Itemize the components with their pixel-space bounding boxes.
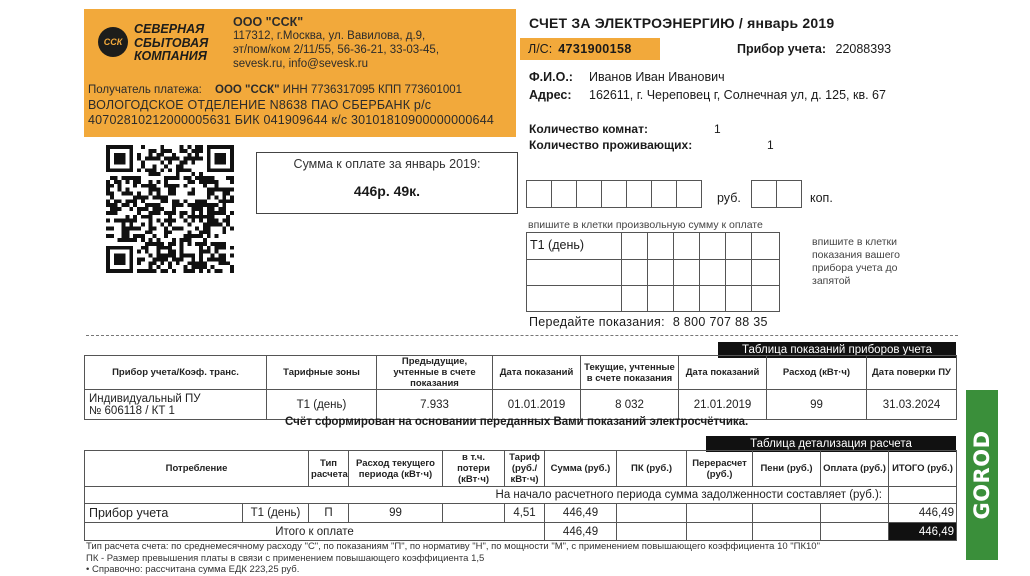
usage-cell: 99 [767, 390, 867, 420]
payee-name: ООО "ССК" [215, 84, 280, 96]
meter-info [737, 42, 891, 56]
tariff-cell: 4,51 [505, 504, 545, 523]
site-watermark [966, 390, 1026, 560]
calc-type-cell: П [309, 504, 349, 523]
rooms-value: 1 [714, 122, 721, 136]
col-header: Тариф (руб./ кВт·ч) [505, 451, 545, 487]
recalc-cell [687, 504, 753, 523]
customer-address: 162611, г. Череповец г, Солнечная ул, д. 125, кв. 67 [589, 88, 886, 102]
org-address-line: эт/пом/ком 2/11/55, 56-36-21, 33-03-45, [233, 44, 440, 56]
org-address-line: 117312, г.Москва, ул. Вавилова, д.9, [233, 30, 426, 42]
org-contact-line: sevesk.ru, info@sevesk.ru [233, 58, 369, 70]
footer-line: ПК - Размер превышения платы в связи с применением повышающего коэффициента 1,5 [86, 552, 485, 564]
account-line: 40702810212000005631 БИК 041909644 к/с 30101810900000000644 [88, 113, 494, 127]
payment-qr-code [106, 145, 234, 273]
customer-name: Иванов Иван Иванович [589, 70, 725, 84]
meter-reading-entry-grid[interactable] [526, 232, 780, 312]
curr-reading-cell: 8 032 [581, 390, 679, 420]
footer-notes [86, 541, 820, 576]
col-header: Расход (кВт·ч) [767, 356, 867, 390]
col-header: Перерасчет (руб.) [687, 451, 753, 487]
household-values [714, 121, 774, 153]
address-label: Адрес: [529, 88, 572, 102]
zone-cell: Т1 (день) [267, 390, 377, 420]
footer-line: • Справочно: рассчитана сумма ЕДК 223,25 руб. [86, 564, 300, 575]
watermark-text: GOROD VO.RU [970, 430, 1026, 520]
submit-readings-label: Передайте показания: [529, 315, 665, 329]
consumption-name-cell: Прибор учета [85, 504, 243, 523]
payee-inn: ИНН 7736317095 КПП 773601001 [279, 84, 463, 96]
amount-due-label: Сумма к оплате за январь 2019: [293, 157, 481, 171]
col-header: в т.ч. потери (кВт·ч) [443, 451, 505, 487]
debt-value-cell [889, 487, 957, 504]
readings-table [84, 355, 957, 420]
col-header: Расход текущего периода (кВт·ч) [349, 451, 443, 487]
rooms-label: Количество комнат: [529, 122, 648, 136]
losses-cell [443, 504, 505, 523]
col-header: ПК (руб.) [617, 451, 687, 487]
row-total-cell: 446,49 [889, 504, 957, 523]
total-row [85, 523, 957, 541]
cut-line [86, 335, 958, 336]
bank-line: ВОЛОГОДСКОЕ ОТДЕЛЕНИЕ N8638 ПАО СБЕРБАНК р/с [88, 98, 432, 112]
organization-details [233, 15, 439, 71]
curr-date-cell: 21.01.2019 [679, 390, 767, 420]
col-header: Прибор учета/Коэф. транс. [85, 356, 267, 390]
total-sum-cell: 446,49 [545, 523, 617, 541]
readings-note: Счёт сформирован на основании переданных Вами показаний электросчётчика. [285, 416, 749, 428]
sum-cell: 446,49 [545, 504, 617, 523]
col-header: ИТОГО (руб.) [889, 451, 957, 487]
col-header: Дата поверки ПУ [867, 356, 957, 390]
footer-line: Тип расчета счета: по среднемесячному расходу "С", по показаниям "П", по нормативу "Н", по мощности "М", с применением повышающего коэффициента 10 "ПК10" [86, 541, 820, 552]
reading-zone-label: Т1 (день) [530, 238, 585, 252]
calc-header-row [85, 451, 957, 487]
residents-value: 1 [767, 138, 774, 152]
col-header: Тип расчета [309, 451, 349, 487]
household-labels [529, 121, 692, 153]
company-logo-text: СЕВЕРНАЯ СБЫТОВАЯ КОМПАНИЯ [134, 22, 209, 63]
verify-date-cell: 31.03.2024 [867, 390, 957, 420]
meter-label: Прибор учета: [737, 42, 827, 56]
col-header: Пени (руб.) [753, 451, 821, 487]
payee-header [84, 9, 516, 137]
amount-due-value: 446р. 49к. [353, 183, 421, 199]
meter-number: 22088393 [835, 42, 892, 56]
calc-table [84, 450, 957, 541]
account-number-label: Л/С: [528, 42, 553, 56]
residents-label: Количество проживающих: [529, 138, 693, 152]
kopecks-label: коп. [810, 191, 833, 205]
table-row [85, 390, 957, 420]
col-header: Дата показаний [493, 356, 581, 390]
usage-cell: 99 [349, 504, 443, 523]
payment-cell [821, 504, 889, 523]
rubles-label: руб. [717, 191, 741, 205]
org-title: ООО "ССК" [233, 15, 304, 29]
debt-row [85, 487, 957, 504]
account-number-badge [520, 38, 660, 60]
rubles-entry-cells[interactable] [526, 180, 701, 208]
company-logo-mark: ССК [98, 27, 128, 57]
table-row [85, 504, 957, 523]
col-header: Сумма (руб.) [545, 451, 617, 487]
penalty-cell [753, 504, 821, 523]
company-logo [98, 23, 216, 69]
payee-label: Получатель платежа: [88, 84, 202, 96]
submit-readings-phone: 8 800 707 88 35 [672, 315, 768, 329]
total-label: Итого к оплате [85, 523, 545, 541]
amount-due-box [256, 152, 518, 214]
col-header: Оплата (руб.) [821, 451, 889, 487]
grand-total-cell: 446,49 [889, 523, 957, 541]
submit-readings-line [529, 315, 768, 329]
readings-header-row [85, 356, 957, 390]
invoice-title: СЧЕТ ЗА ЭЛЕКТРОЭНЕРГИЮ / январь 2019 [529, 15, 835, 31]
col-header: Тарифные зоны [267, 356, 377, 390]
payee-details [88, 83, 494, 128]
device-cell: Индивидуальный ПУ № 606118 / КТ 1 [85, 390, 267, 420]
col-header: Текущие, учтенные в счете показания [581, 356, 679, 390]
col-header: Дата показаний [679, 356, 767, 390]
col-header: Потребление [85, 451, 309, 487]
customer-info [529, 68, 886, 104]
debt-line: На начало расчетного периода сумма задолженности составляет (руб.): [85, 487, 889, 504]
pk-cell [617, 504, 687, 523]
account-number: 4731900158 [558, 42, 632, 56]
calc-table-caption: Таблица детализация расчета [706, 436, 956, 452]
prev-date-cell: 01.01.2019 [493, 390, 581, 420]
reading-entry-hint: впишите в клетки показания вашего прибора учета до запятой [812, 236, 900, 287]
prev-reading-cell: 7.933 [377, 390, 493, 420]
col-header: Предыдущие, учтенные в счете показания [377, 356, 493, 390]
fio-label: Ф.И.О.: [529, 70, 573, 84]
readings-table-caption: Таблица показаний приборов учета [718, 342, 956, 358]
amount-entry-hint: впишите в клетки произвольную сумму к оплате [528, 219, 763, 231]
kopecks-entry-cells[interactable] [751, 180, 801, 208]
zone-cell: Т1 (день) [243, 504, 309, 523]
